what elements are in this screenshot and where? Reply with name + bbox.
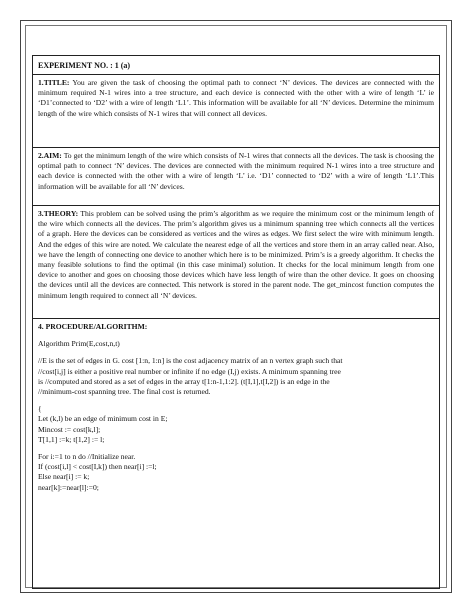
- aim-heading: 2.AIM:: [38, 151, 62, 160]
- algorithm-comment-line: //minimum-cost spanning tree. The final cost is returned.: [38, 387, 211, 397]
- algorithm-comment-line: //cost[i,j] is either a positive real number or infinite if no edge (I,j) exists. A minimum spanning tree: [38, 366, 341, 376]
- title-section: [32, 75, 440, 148]
- experiment-number-row: [32, 55, 440, 75]
- experiment-value: 1 (a): [114, 61, 131, 70]
- aim-section: [32, 148, 440, 206]
- algorithm-code-line: For i:=1 to n do //Initialize near.: [38, 452, 136, 462]
- title-text: You are given the task of choosing the optimal path to connect ‘N’ devices. The devices are connected with the minimum required N-1 wires into a tree structure, and each device is connected with the other with a wire of length ‘L’ ie ‘D1’connected to ‘D2’ with a wire of length ‘L1’. This information will be available for all ‘N’ devices. Determine the minimum length of the wire which consists of N-1 wires that will connect all devices.: [38, 78, 435, 118]
- algorithm-comment-line: //E is the set of edges in G. cost [1:n, 1:n] is the cost adjacency matrix of an n vertex graph such that: [38, 356, 343, 366]
- experiment-label: EXPERIMENT NO. :: [38, 61, 113, 70]
- procedure-heading: 4. PROCEDURE/ALGORITHM:: [38, 322, 148, 331]
- algorithm-code-line: near[k]:=near[l]:=0;: [38, 482, 99, 492]
- theory-heading: 3.THEORY:: [38, 209, 79, 218]
- algorithm-code-line: If (cost[i,l] < cost[I,k]) then near[i] :=l;: [38, 462, 157, 472]
- algorithm-code-line: T[1,1] :=k; t[1,2] := l;: [38, 434, 105, 444]
- experiment-table: [32, 55, 440, 589]
- title-heading: 1.TITLE:: [38, 78, 70, 87]
- theory-text: This problem can be solved using the prim’s algorithm as we require the minimum cost or the minimum length of the wire which connects all the devices. The prim’s algorithm gives us a minimum spanning tree which connects all the vertices of a graph. Here the devices can be considered as vertices and the wires as edges. We first select the wire with minimum length. And the edges of this wire are noted. We calculate the nearest edge of all the vertices and store them in an array called near. Also, we have the length of connecting one device to another which here is to be minimized. Prim’s is a greedy algorithm. It checks the many feasible solutions to find the optimal (in this case minimal) solution. It checks for the local minimum length from one device to another and goes on choosing those devices which have less length of wire than the other device. It goes on choosing the devices until all the devices are connected. This network is stored in the parent node. The get_mincost function computes the minimum length required to connect all ‘N’ devices.: [38, 209, 434, 300]
- theory-section: [32, 206, 440, 319]
- aim-text: To get the minimum length of the wire which consists of N-1 wires that connects all the devices. The task is choosing the optimal path to connect ‘N’ devices. The devices are connected with the minimum required N-1 wires into a tree structure and each device is connected with the other with a wire of length ‘L’ i.e. ‘D1’ connected to ‘D2’ with a wire of length ‘L1’.This information will be available for all ‘N’ devices.: [38, 151, 434, 191]
- algorithm-signature: Algorithm Prim(E,cost,n,t): [38, 339, 120, 349]
- algorithm-code-line: Let (k,l) be an edge of minimum cost in E;: [38, 414, 168, 424]
- algorithm-code-line: Else near[i] := k;: [38, 472, 90, 482]
- algorithm-comment-line: is //computed and stored as a set of edges in the array t[1:n-1,1:2]. (t[I,1],t[I,2]) is an edge in the: [38, 376, 330, 386]
- procedure-section: [32, 319, 440, 589]
- algorithm-code-line: Mincost := cost[k,l];: [38, 424, 101, 434]
- algorithm-code-line: {: [38, 404, 42, 414]
